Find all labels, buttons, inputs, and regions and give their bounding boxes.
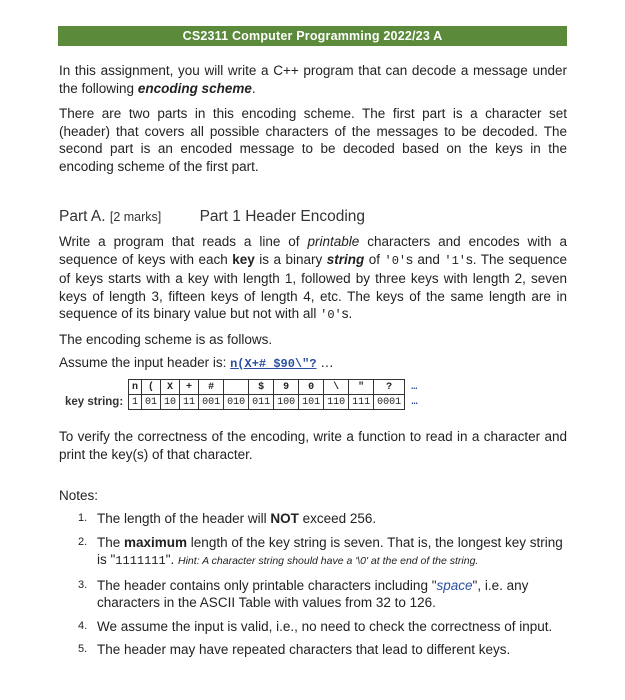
- key-cell: 01: [142, 395, 161, 410]
- char-cell: +: [180, 380, 199, 395]
- desc-text: of: [364, 251, 385, 267]
- one-char: '1': [444, 253, 466, 268]
- part-a-subtitle: Part 1 Header Encoding: [199, 208, 365, 225]
- char-cell: #: [199, 380, 224, 395]
- desc-text: characters and encodes with a sequence of keys with each: [59, 234, 567, 267]
- key-table: [128, 379, 421, 410]
- key-cell: 011: [249, 395, 274, 410]
- encoding-scheme-term: encoding scheme: [137, 80, 252, 96]
- intro-paragraph-2: There are two parts in this encoding scheme. The first part is a character set (header) that covers all possible characters of the messages to be decoded. The second part is an encoded message to be decoded based on the keys in the encoding scheme of the first part.: [59, 106, 567, 174]
- key-cell: 110: [324, 395, 349, 410]
- note-item: [59, 641, 569, 659]
- key-cell: 0001: [374, 395, 405, 410]
- key-cell: 10: [161, 395, 180, 410]
- note-text: The: [97, 534, 125, 550]
- zero-char: '0': [320, 308, 342, 322]
- note-text: ", i.e. any characters in the ASCII Table with values from 32 to 126.: [97, 577, 529, 610]
- note-text: length of the key string is seven. That is, the longest key string is ": [97, 534, 563, 567]
- notes-title: Notes:: [59, 488, 99, 503]
- row-ellipsis: …: [411, 381, 418, 393]
- desc-text: s.: [341, 306, 353, 321]
- note-emphasis: maximum: [124, 534, 188, 550]
- note-text: The length of the header will: [97, 511, 271, 526]
- printable-term: printable: [307, 234, 360, 249]
- key-cell: 100: [274, 395, 299, 410]
- note-emphasis: NOT: [270, 511, 299, 526]
- key-row: [129, 395, 421, 410]
- course-banner: CS2311 Computer Programming 2022/23 A: [58, 26, 567, 46]
- intro-text-end: .: [251, 80, 256, 96]
- key-cell: 1: [129, 395, 142, 410]
- part-a-description: [59, 233, 567, 325]
- note-number: 3.: [78, 578, 88, 591]
- header-sample: n(X+# $90\"?: [230, 357, 317, 371]
- char-cell: $: [249, 380, 274, 395]
- note-number: 1.: [78, 512, 88, 524]
- note-text: We assume the input is valid, i.e., no need to check the correctness of input.: [97, 618, 553, 634]
- char-cell: [224, 380, 249, 395]
- key-cell: 001: [199, 395, 224, 410]
- key-cell: 111: [349, 395, 374, 410]
- key-term: key: [232, 251, 255, 267]
- char-cell: X: [161, 380, 180, 395]
- char-cell: \: [324, 380, 349, 395]
- key-cell: 010: [224, 395, 249, 410]
- zero-char: '0': [384, 253, 407, 268]
- verify-paragraph: To verify the correctness of the encoding, write a function to read in a character and print the key(s) of that character.: [59, 429, 567, 462]
- note-text: ".: [165, 552, 179, 567]
- note-number: 2.: [78, 535, 88, 548]
- char-cell: ": [349, 380, 374, 395]
- part-a-marks: [2 marks]: [109, 210, 162, 224]
- note-number: 4.: [78, 619, 88, 632]
- assume-line: [59, 354, 567, 374]
- note-number: 5.: [78, 643, 88, 655]
- note-item: [59, 618, 569, 636]
- longest-key: 1111111: [115, 554, 166, 568]
- note-text: The header may have repeated characters that lead to different keys.: [97, 642, 511, 657]
- key-string-label: key string:: [65, 396, 124, 408]
- note-item: [59, 510, 569, 528]
- desc-text: is a binary: [254, 251, 327, 267]
- char-row: [129, 380, 421, 395]
- note-hint: Hint: A character string should have a '\0' at the end of the string.: [178, 555, 479, 567]
- row-ellipsis: …: [411, 396, 418, 408]
- part-a-heading: [59, 208, 365, 226]
- desc-text: s and: [406, 251, 445, 267]
- char-cell: 0: [299, 380, 324, 395]
- notes-list: [59, 510, 569, 665]
- note-item: [59, 577, 569, 612]
- desc-text: s. The sequence of keys starts with a key with length 1, followed by three keys with length 2, seven keys of length 3, fifteen keys of length 4, etc. The keys of the same length are in sequence of its binary value but not with all: [59, 251, 568, 321]
- string-term: string: [326, 251, 365, 267]
- note-text: The header contains only printable characters including ": [97, 577, 437, 593]
- char-cell: n: [129, 380, 142, 395]
- assume-text: Assume the input header is:: [59, 355, 231, 370]
- part-a-title: Part A.: [59, 208, 106, 225]
- char-cell: 9: [274, 380, 299, 395]
- space-term: space: [436, 577, 473, 593]
- char-cell: (: [142, 380, 161, 395]
- key-cell: 101: [299, 395, 324, 410]
- intro-text: In this assignment, you will write a C++ program that can decode a message under the following: [59, 63, 567, 96]
- sample-ellipsis: …: [316, 355, 334, 370]
- desc-text: Write a program that reads a line of: [59, 234, 308, 249]
- note-text: exceed 256.: [298, 511, 377, 526]
- intro-paragraph-1: [59, 62, 567, 97]
- key-cell: 11: [180, 395, 199, 410]
- note-item: [59, 534, 569, 571]
- char-cell: ?: [374, 380, 405, 395]
- scheme-line: The encoding scheme is as follows.: [59, 332, 273, 347]
